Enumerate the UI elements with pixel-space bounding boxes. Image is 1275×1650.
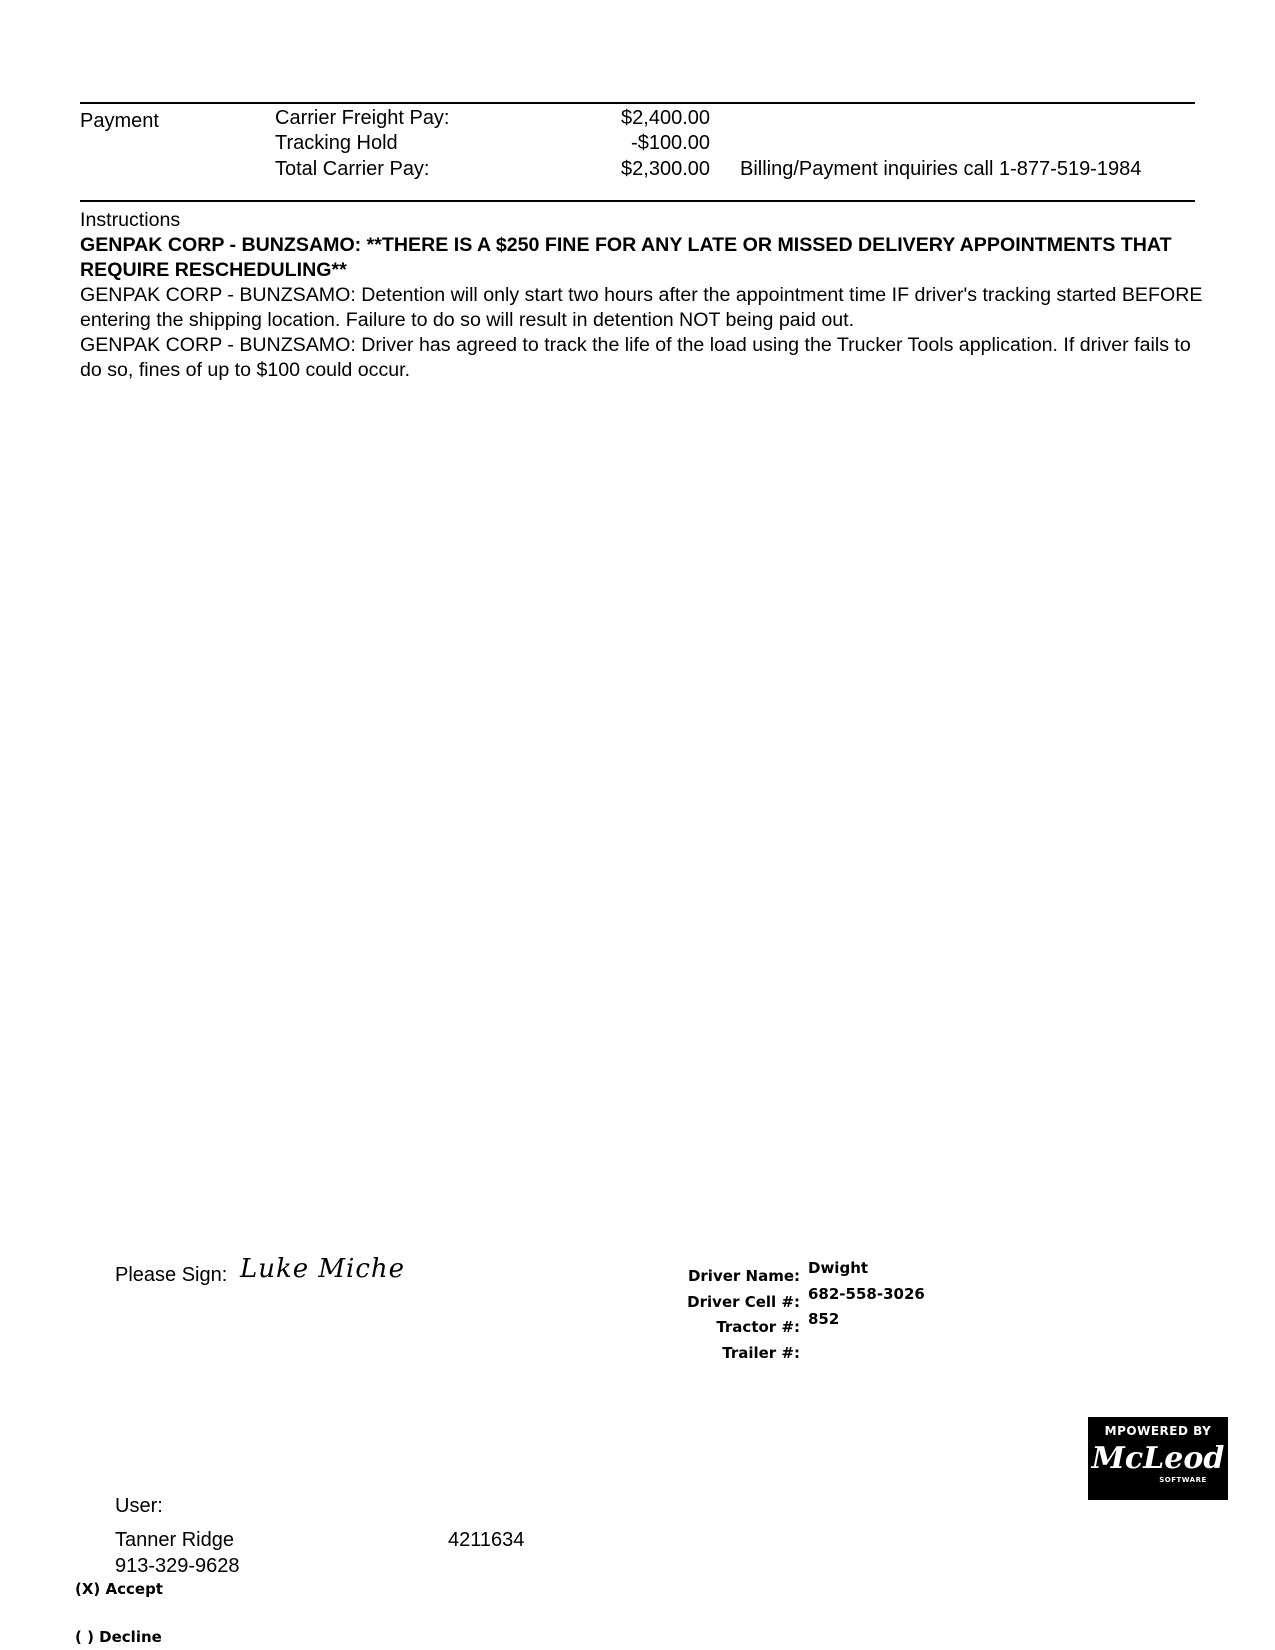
user-id: 4211634 — [448, 1529, 525, 1551]
payment-bottom-divider — [80, 200, 1195, 202]
user-name: Tanner Ridge — [115, 1529, 234, 1551]
payment-label: Payment — [80, 110, 159, 132]
logo-subtitle: SOFTWARE — [1159, 1476, 1207, 1484]
total-carrier-pay-label: Total Carrier Pay: — [275, 158, 430, 180]
please-sign-label: Please Sign: — [115, 1264, 228, 1286]
signature-value: Luke Miche — [240, 1254, 406, 1284]
driver-name-value: Dwight — [808, 1259, 869, 1277]
instruction-line-detention: GENPAK CORP - BUNZSAMO: Detention will only start two hours after the appointment time IF driver's tracking started BEFORE entering the shipping location. Failure to do so will result in detention NOT being paid out. — [80, 284, 1203, 331]
accept-option[interactable]: (X) Accept — [75, 1580, 163, 1598]
instruction-line-fine: GENPAK CORP - BUNZSAMO: **THERE IS A $250 FINE FOR ANY LATE OR MISSED DELIVERY APPOINTMENTS THAT REQUIRE RESCHEDULING** — [80, 234, 1172, 281]
total-carrier-pay-amount: $2,300.00 — [621, 158, 710, 180]
user-label: User: — [115, 1495, 163, 1517]
tracking-hold-amount: -$100.00 — [631, 132, 710, 154]
driver-name-label: Driver Name: — [687, 1267, 800, 1285]
mcleod-logo — [1088, 1417, 1228, 1500]
billing-inquiry-text: Billing/Payment inquiries call 1-877-519-1984 — [740, 158, 1142, 180]
instructions-section — [80, 208, 1210, 383]
instruction-line-tracking: GENPAK CORP - BUNZSAMO: Driver has agreed to track the life of the load using the Trucker Tools application. If driver fails to do so, fines of up to $100 could occur. — [80, 334, 1191, 381]
decline-option[interactable]: ( ) Decline — [75, 1628, 162, 1646]
tractor-label: Tractor #: — [716, 1318, 800, 1336]
carrier-freight-pay-amount: $2,400.00 — [621, 107, 710, 129]
user-phone: 913-329-9628 — [115, 1555, 240, 1577]
top-divider — [80, 102, 1195, 104]
tractor-value: 852 — [808, 1310, 840, 1328]
logo-tagline: MPOWERED BY — [1104, 1424, 1212, 1438]
instructions-heading: Instructions — [80, 209, 181, 231]
carrier-freight-pay-label: Carrier Freight Pay: — [275, 107, 450, 129]
driver-cell-value: 682-558-3026 — [808, 1285, 925, 1303]
logo-brand: McLeod — [1091, 1441, 1225, 1476]
tracking-hold-label: Tracking Hold — [275, 132, 398, 154]
trailer-label: Trailer #: — [722, 1344, 800, 1362]
driver-cell-label: Driver Cell #: — [687, 1293, 800, 1311]
